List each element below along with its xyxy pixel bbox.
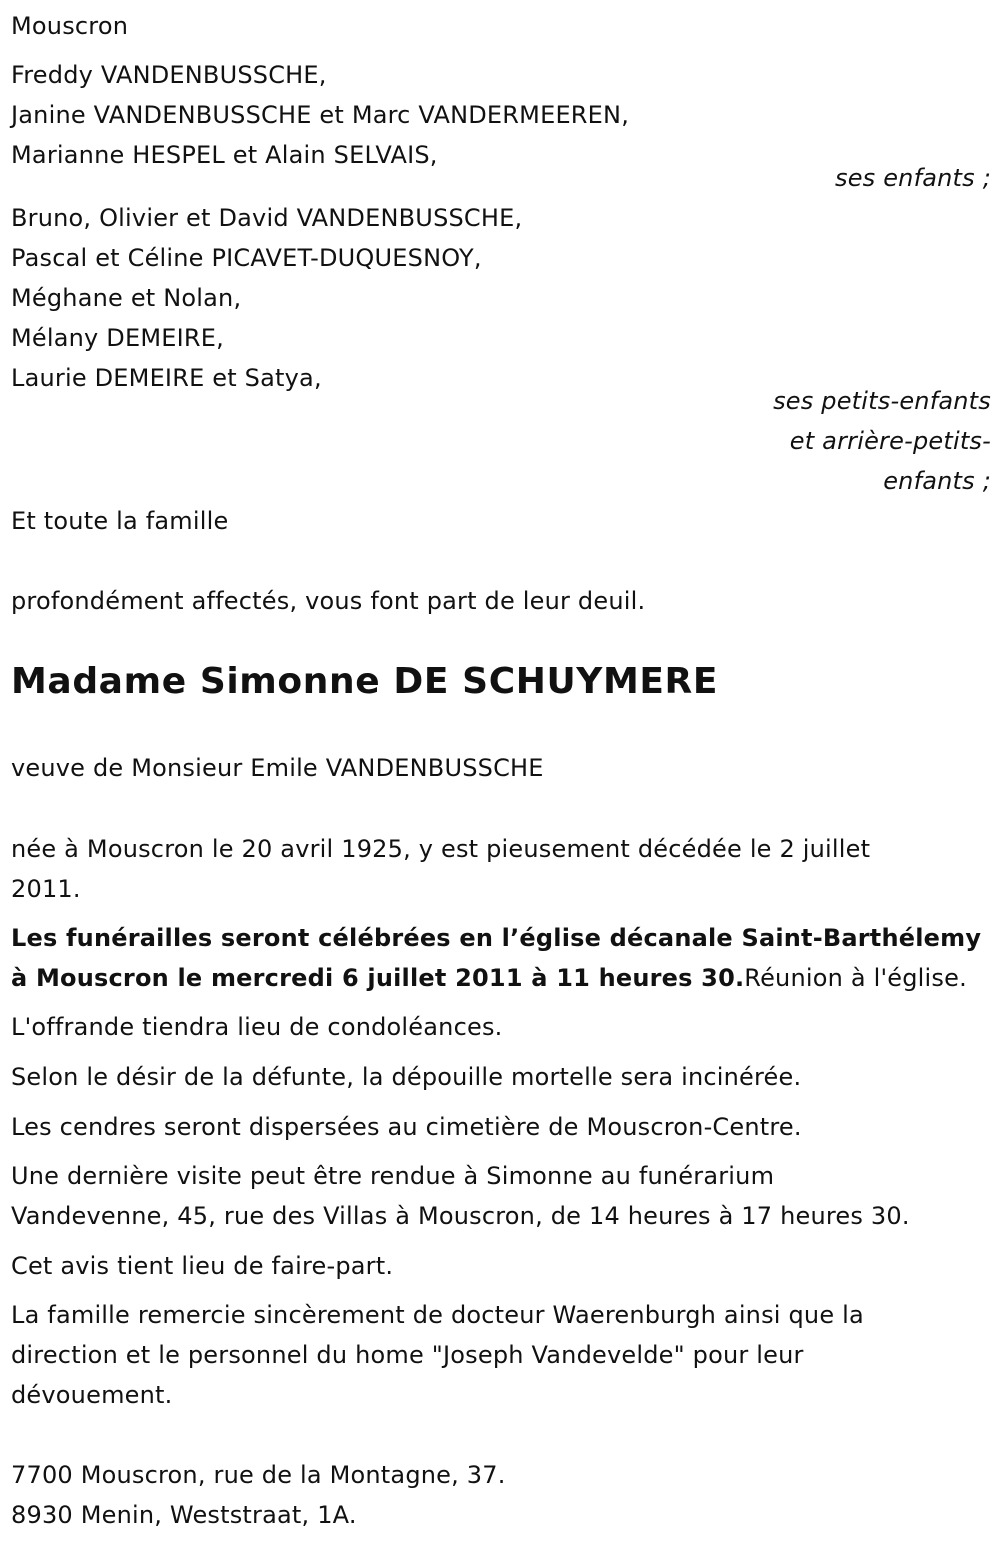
city-heading: Mouscron bbox=[11, 12, 129, 40]
grandchild-line: Mélany DEMEIRE, bbox=[11, 324, 224, 352]
birth-death-line: 2011. bbox=[11, 875, 81, 903]
grandchild-line: Laurie DEMEIRE et Satya, bbox=[11, 364, 322, 392]
grandchildren-relation-label: et arrière-petits- bbox=[789, 427, 991, 455]
thanks-line: direction et le personnel du home "Joseph Vandevelde" pour leur bbox=[11, 1341, 804, 1369]
visit-line: Une dernière visite peut être rendue à Simonne au funérarium bbox=[11, 1162, 775, 1190]
child-line: Janine VANDENBUSSCHE et Marc VANDERMEEREN, bbox=[11, 101, 630, 129]
widow-of-line: veuve de Monsieur Emile VANDENBUSSCHE bbox=[11, 754, 544, 782]
cremation-line: Selon le désir de la défunte, la dépouille mortelle sera incinérée. bbox=[11, 1063, 802, 1091]
funeral-date-text: à Mouscron le mercredi 6 juillet 2011 à 11 heures 30. bbox=[11, 964, 745, 992]
funeral-line-2 bbox=[11, 958, 967, 998]
child-line: Freddy VANDENBUSSCHE, bbox=[11, 61, 327, 89]
grandchild-line: Pascal et Céline PICAVET-DUQUESNOY, bbox=[11, 244, 482, 272]
grandchild-line: Méghane et Nolan, bbox=[11, 284, 242, 312]
announcement-line: profondément affectés, vous font part de leur deuil. bbox=[11, 587, 646, 615]
family-line: Et toute la famille bbox=[11, 507, 229, 535]
deceased-name: Madame Simonne DE SCHUYMERE bbox=[11, 661, 719, 702]
grandchild-line: Bruno, Olivier et David VANDENBUSSCHE, bbox=[11, 204, 523, 232]
address-line: 7700 Mouscron, rue de la Montagne, 37. bbox=[11, 1461, 506, 1489]
notice-line: Cet avis tient lieu de faire-part. bbox=[11, 1252, 394, 1280]
thanks-line: La famille remercie sincèrement de docteur Waerenburgh ainsi que la bbox=[11, 1301, 864, 1329]
child-line: Marianne HESPEL et Alain SELVAIS, bbox=[11, 141, 438, 169]
thanks-line: dévouement. bbox=[11, 1381, 173, 1409]
address-line: 8930 Menin, Weststraat, 1A. bbox=[11, 1501, 357, 1529]
visit-line: Vandevenne, 45, rue des Villas à Mouscron, de 14 heures à 17 heures 30. bbox=[11, 1202, 910, 1230]
ashes-line: Les cendres seront dispersées au cimetière de Mouscron-Centre. bbox=[11, 1113, 802, 1141]
grandchildren-relation-label: ses petits-enfants bbox=[773, 387, 991, 415]
birth-death-line: née à Mouscron le 20 avril 1925, y est pieusement décédée le 2 juillet bbox=[11, 835, 871, 863]
funeral-line: Les funérailles seront célébrées en l’église décanale Saint-Barthélemy bbox=[11, 924, 982, 952]
offering-line: L'offrande tiendra lieu de condoléances. bbox=[11, 1013, 503, 1041]
meeting-text: Réunion à l'église. bbox=[744, 964, 967, 992]
children-relation-label: ses enfants ; bbox=[835, 164, 991, 192]
grandchildren-relation-label: enfants ; bbox=[883, 467, 991, 495]
